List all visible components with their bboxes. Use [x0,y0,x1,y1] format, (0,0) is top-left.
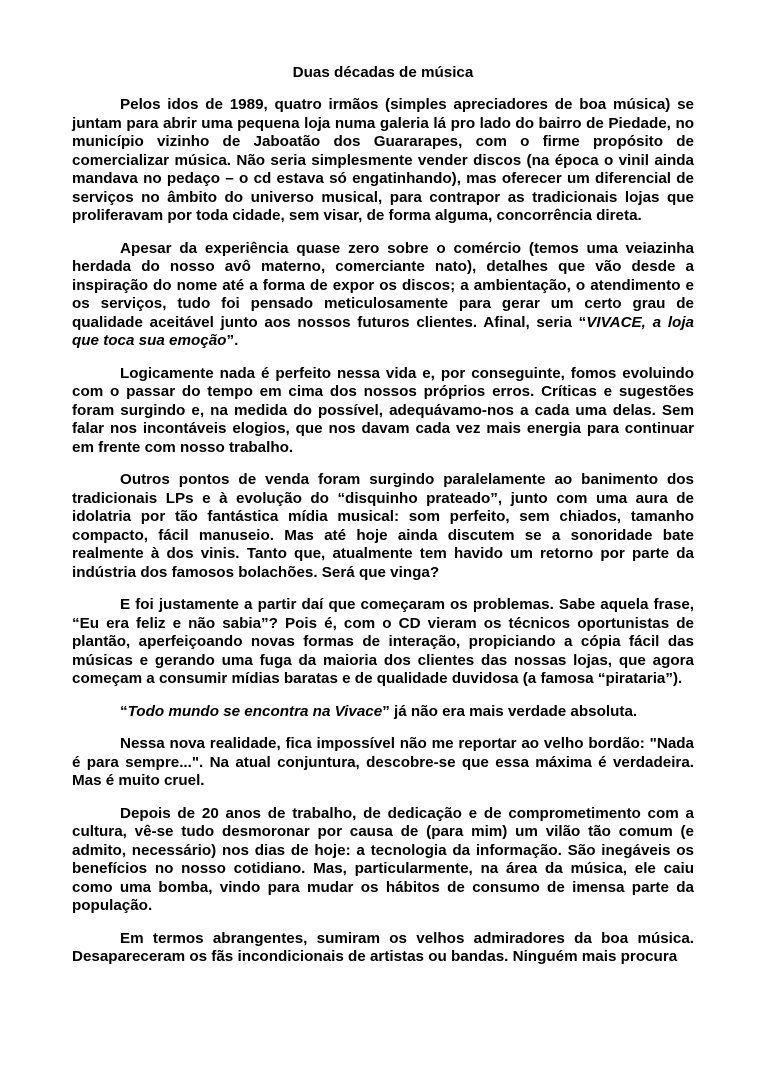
italic-slogan: VIVACE, a loja que toca sua emoção [72,313,694,349]
paragraph-1 [72,96,694,226]
paragraph-text: Apesar da experiência quase zero sobre o comércio (temos uma veiazinha herdada do nosso avô materno, comerciante nato), detalhes que vão desde a inspiração do nome até a forma de expor os discos; a ambientação, o atendimento e os serviços, tudo foi pensado meticulosamente para gerar um certo grau de qualidade aceitável junto aos nossos futuros clientes. Afinal, seria “ [72,239,694,331]
paragraph-7 [72,735,694,791]
paragraph-text: E foi justamente a partir daí que começaram os problemas. Sabe aquela frase, “Eu era feliz e não sabia”? Pois é, com o CD vieram os técnicos oportunistas de plantão, aperfeiçoando novas formas de interação, propiciando a cópia fácil das músicas e gerando uma fuga da maioria dos clientes das nossas lojas, que agora começam a consumir mídias baratas e de qualidade duvidosa (a famosa “pirataria”). [72,596,694,687]
paragraph-text: Nessa nova realidade, fica impossível não me reportar ao velho bordão: "Nada é para sempre...". Na atual conjuntura, descobre-se que essa máxima é verdadeira. Mas é muito cruel. [72,735,694,789]
paragraph-3 [72,365,694,458]
paragraph-5 [72,596,694,689]
paragraph-text: Logicamente nada é perfeito nessa vida e, por conseguinte, fomos evoluindo com o passar do tempo em cima dos nossos próprios erros. Críticas e sugestões foram surgindo e, na medida do possível, adequávamo-nos a cada uma delas. Sem falar nos incontáveis elogios, que nos davam cada vez mais energia para continuar em frente com nosso trabalho. [72,364,694,456]
paragraph-2 [72,240,694,351]
paragraph-9 [72,930,694,967]
paragraph-text: ” já não era mais verdade absoluta. [382,702,638,720]
document-page [72,64,694,967]
paragraph-6 [72,703,694,722]
paragraph-text: ”. [226,332,239,349]
paragraph-text: “ [120,702,128,720]
paragraph-4 [72,471,694,582]
paragraph-8 [72,805,694,916]
paragraph-text: Em termos abrangentes, sumiram os velhos admiradores da boa música. Desapareceram os fãs incondicionais de artistas ou bandas. Ninguém mais procura [72,929,694,965]
paragraph-text: Pelos idos de 1989, quatro irmãos (simples apreciadores de boa música) se juntam para abrir uma pequena loja numa galeria lá pro lado do bairro de Piedade, no município vizinho de Jaboatão dos Guararapes, com o firme propósito de comercializar música. Não seria simplesmente vender discos (na época o vinil ainda mandava no pedaço – o cd estava só engatinhando), mas oferecer um diferencial de serviços no âmbito do universo musical, para contrapor as tradicionais lojas que proliferavam por toda cidade, sem visar, de forma alguma, concorrência direta. [72,96,694,224]
italic-slogan: Todo mundo se encontra na Vivace [127,702,383,720]
document-title: Duas décadas de música [292,64,474,81]
paragraph-text: Outros pontos de venda foram surgindo paralelamente ao banimento dos tradicionais LPs e à evolução do “disquinho prateado”, junto com uma aura de idolatria por tão fantástica mídia musical: som perfeito, sem chiados, tamanho compacto, fácil manuseio. Mas até hoje ainda discutem se a sonoridade bate realmente à dos vinis. Tanto que, atualmente tem havido um retorno por parte da indústria dos famosos bolachões. Será que vinga? [72,471,694,581]
paragraph-text: Depois de 20 anos de trabalho, de dedicação e de comprometimento com a cultura, vê-se tudo desmoronar por causa de (para mim) um vilão tão comum (e admito, necessário) nos dias de hoje: a tecnologia da informação. São inegáveis os benefícios no nosso cotidiano. Mas, particularmente, na área da música, ele caiu como uma bomba, vindo para mudar os hábitos de consumo de imensa parte da população. [72,804,694,914]
